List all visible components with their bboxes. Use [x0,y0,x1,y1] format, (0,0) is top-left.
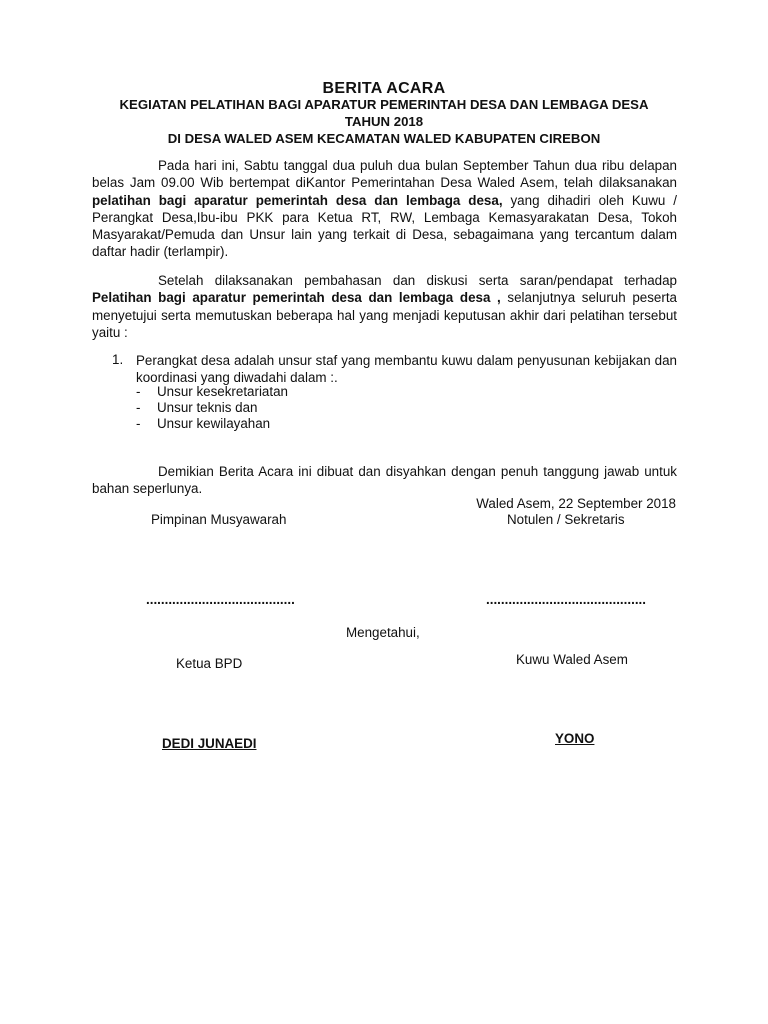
left-signatory-role: Pimpinan Musyawarah [151,512,287,527]
sub-item: Unsur teknis dan [157,400,258,415]
paragraph-opening-rest: yang dihadiri oleh Kuwu / Perangkat Desa,Ibu-ibu PKK para Ketua RT, RW, Lembaga Kemasyarakatan Desa, Tokoh Masyarakat/Pemuda dan Unsur lain yang terkait di Desa, sebagaimana yang tercantum dalam daftar hadir (terlampir). [92,192,677,260]
paragraph-discussion-bold: Pelatihan bagi aparatur pemerintah desa dan lembaga desa , [92,290,501,306]
document-subtitle-location: DI DESA WALED ASEM KECAMATAN WALED KABUPATEN CIREBON [167,131,601,146]
document-subtitle-year: TAHUN 2018 [344,114,424,129]
paragraph-closing-text: Demikian Berita Acara ini dibuat dan disyahkan dengan penuh tanggung jawab untuk bahan seperlunya. [92,464,677,497]
paragraph-closing [92,463,677,498]
list-number: 1. [112,352,124,367]
right-signatory-role: Notulen / Sekretaris [507,512,625,527]
sub-item: Unsur kewilayahan [157,416,271,431]
paragraph-opening-bold: pelatihan bagi aparatur pemerintah desa dan lembaga desa, [92,192,503,208]
right-signature-line: ........................................... [486,592,646,607]
left-ack-role: Ketua BPD [176,656,243,671]
paragraph-discussion-text: Setelah dilaksanakan pembahasan dan diskusi serta saran/pendapat terhadap [158,273,677,288]
right-ack-role: Kuwu Waled Asem [516,652,628,667]
list-item-text: Perangkat desa adalah unsur staf yang membantu kuwu dalam penyusunan kebijakan dan koordinasi yang diwadahi dalam :. [136,353,677,386]
left-signature-line: ........................................ [146,592,295,607]
acknowledged-label: Mengetahui, [346,625,420,640]
document-title: BERITA ACARA [322,80,446,97]
left-ack-name: DEDI JUNAEDI [162,736,257,751]
right-ack-name: YONO [555,731,595,746]
place-date: Waled Asem, 22 September 2018 [476,496,676,511]
document-subtitle-activity: KEGIATAN PELATIHAN BAGI APARATUR PEMERINTAH DESA DAN LEMBAGA DESA [119,97,649,112]
paragraph-discussion-rest: selanjutnya seluruh peserta menyetujui serta memutuskan beberapa hal yang menjadi keputusan akhir dari pelatihan tersebut yaitu : [92,290,677,340]
sub-item: Unsur kesekretariatan [157,384,288,399]
paragraph-opening-text: Pada hari ini, Sabtu tanggal dua puluh dua bulan September Tahun dua ribu delapan belas Jam 09.00 Wib bertempat diKantor Pemerintahan Desa Waled Asem, telah dilaksanakan [92,158,677,191]
paragraph-discussion [92,272,677,341]
sub-item-dash: - [136,416,141,431]
sub-item-dash: - [136,384,141,399]
sub-item-dash: - [136,400,141,415]
paragraph-opening [92,157,677,261]
